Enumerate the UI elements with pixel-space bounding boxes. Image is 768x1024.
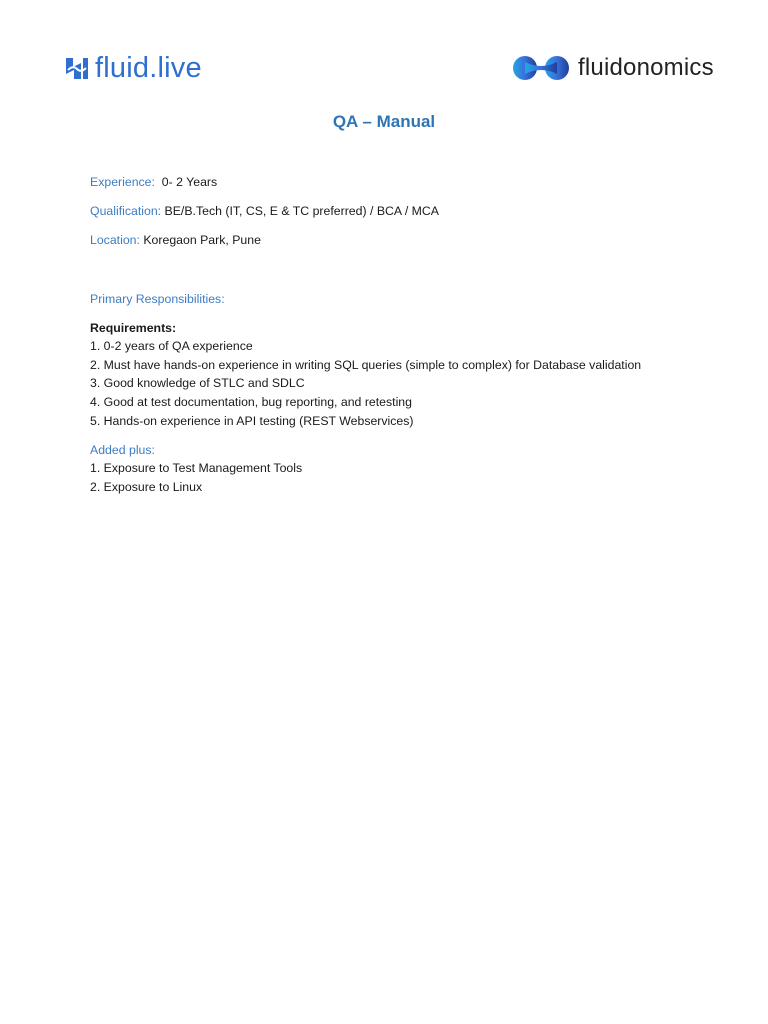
list-item: 2. Exposure to Linux	[90, 479, 203, 494]
location-field	[90, 231, 730, 250]
location-label: Location:	[90, 232, 140, 247]
qualification-value: BE/B.Tech (IT, CS, E & TC preferred) / BCA / MCA	[164, 203, 439, 218]
added-plus-heading: Added plus:	[90, 442, 155, 457]
fluid-live-logo	[64, 52, 202, 84]
list-item: 1. Exposure to Test Management Tools	[90, 461, 303, 476]
fluidonomics-logo-text: fluidonomics	[578, 54, 714, 81]
qualification-label: Qualification:	[90, 203, 162, 218]
list-item: 1. 0-2 years of QA experience	[90, 339, 253, 354]
experience-field	[90, 173, 730, 192]
fluid-live-logo-icon	[64, 55, 90, 82]
primary-responsibilities-heading: Primary Responsibilities:	[90, 291, 225, 306]
fluid-live-logo-text: fluid.live	[95, 51, 202, 84]
job-description	[90, 173, 730, 496]
fluidonomics-logo	[512, 52, 714, 84]
experience-label: Experience:	[90, 175, 155, 189]
fluidonomics-logo-icon	[512, 54, 570, 82]
added-plus-list	[90, 459, 730, 496]
list-item: 3. Good knowledge of STLC and SDLC	[90, 376, 305, 391]
experience-value: 0- 2 Years	[161, 175, 218, 189]
list-item: 4. Good at test documentation, bug reporting, and retesting	[90, 394, 412, 409]
list-item: 2. Must have hands-on experience in writing SQL queries (simple to complex) for Database validation	[90, 357, 642, 372]
qualification-field	[90, 202, 730, 221]
page-title: QA – Manual	[332, 112, 436, 131]
location-value: Koregaon Park, Pune	[143, 232, 261, 247]
requirements-list	[90, 337, 730, 430]
list-item: 5. Hands-on experience in API testing (REST Webservices)	[90, 413, 414, 428]
requirements-heading: Requirements:	[90, 320, 177, 335]
